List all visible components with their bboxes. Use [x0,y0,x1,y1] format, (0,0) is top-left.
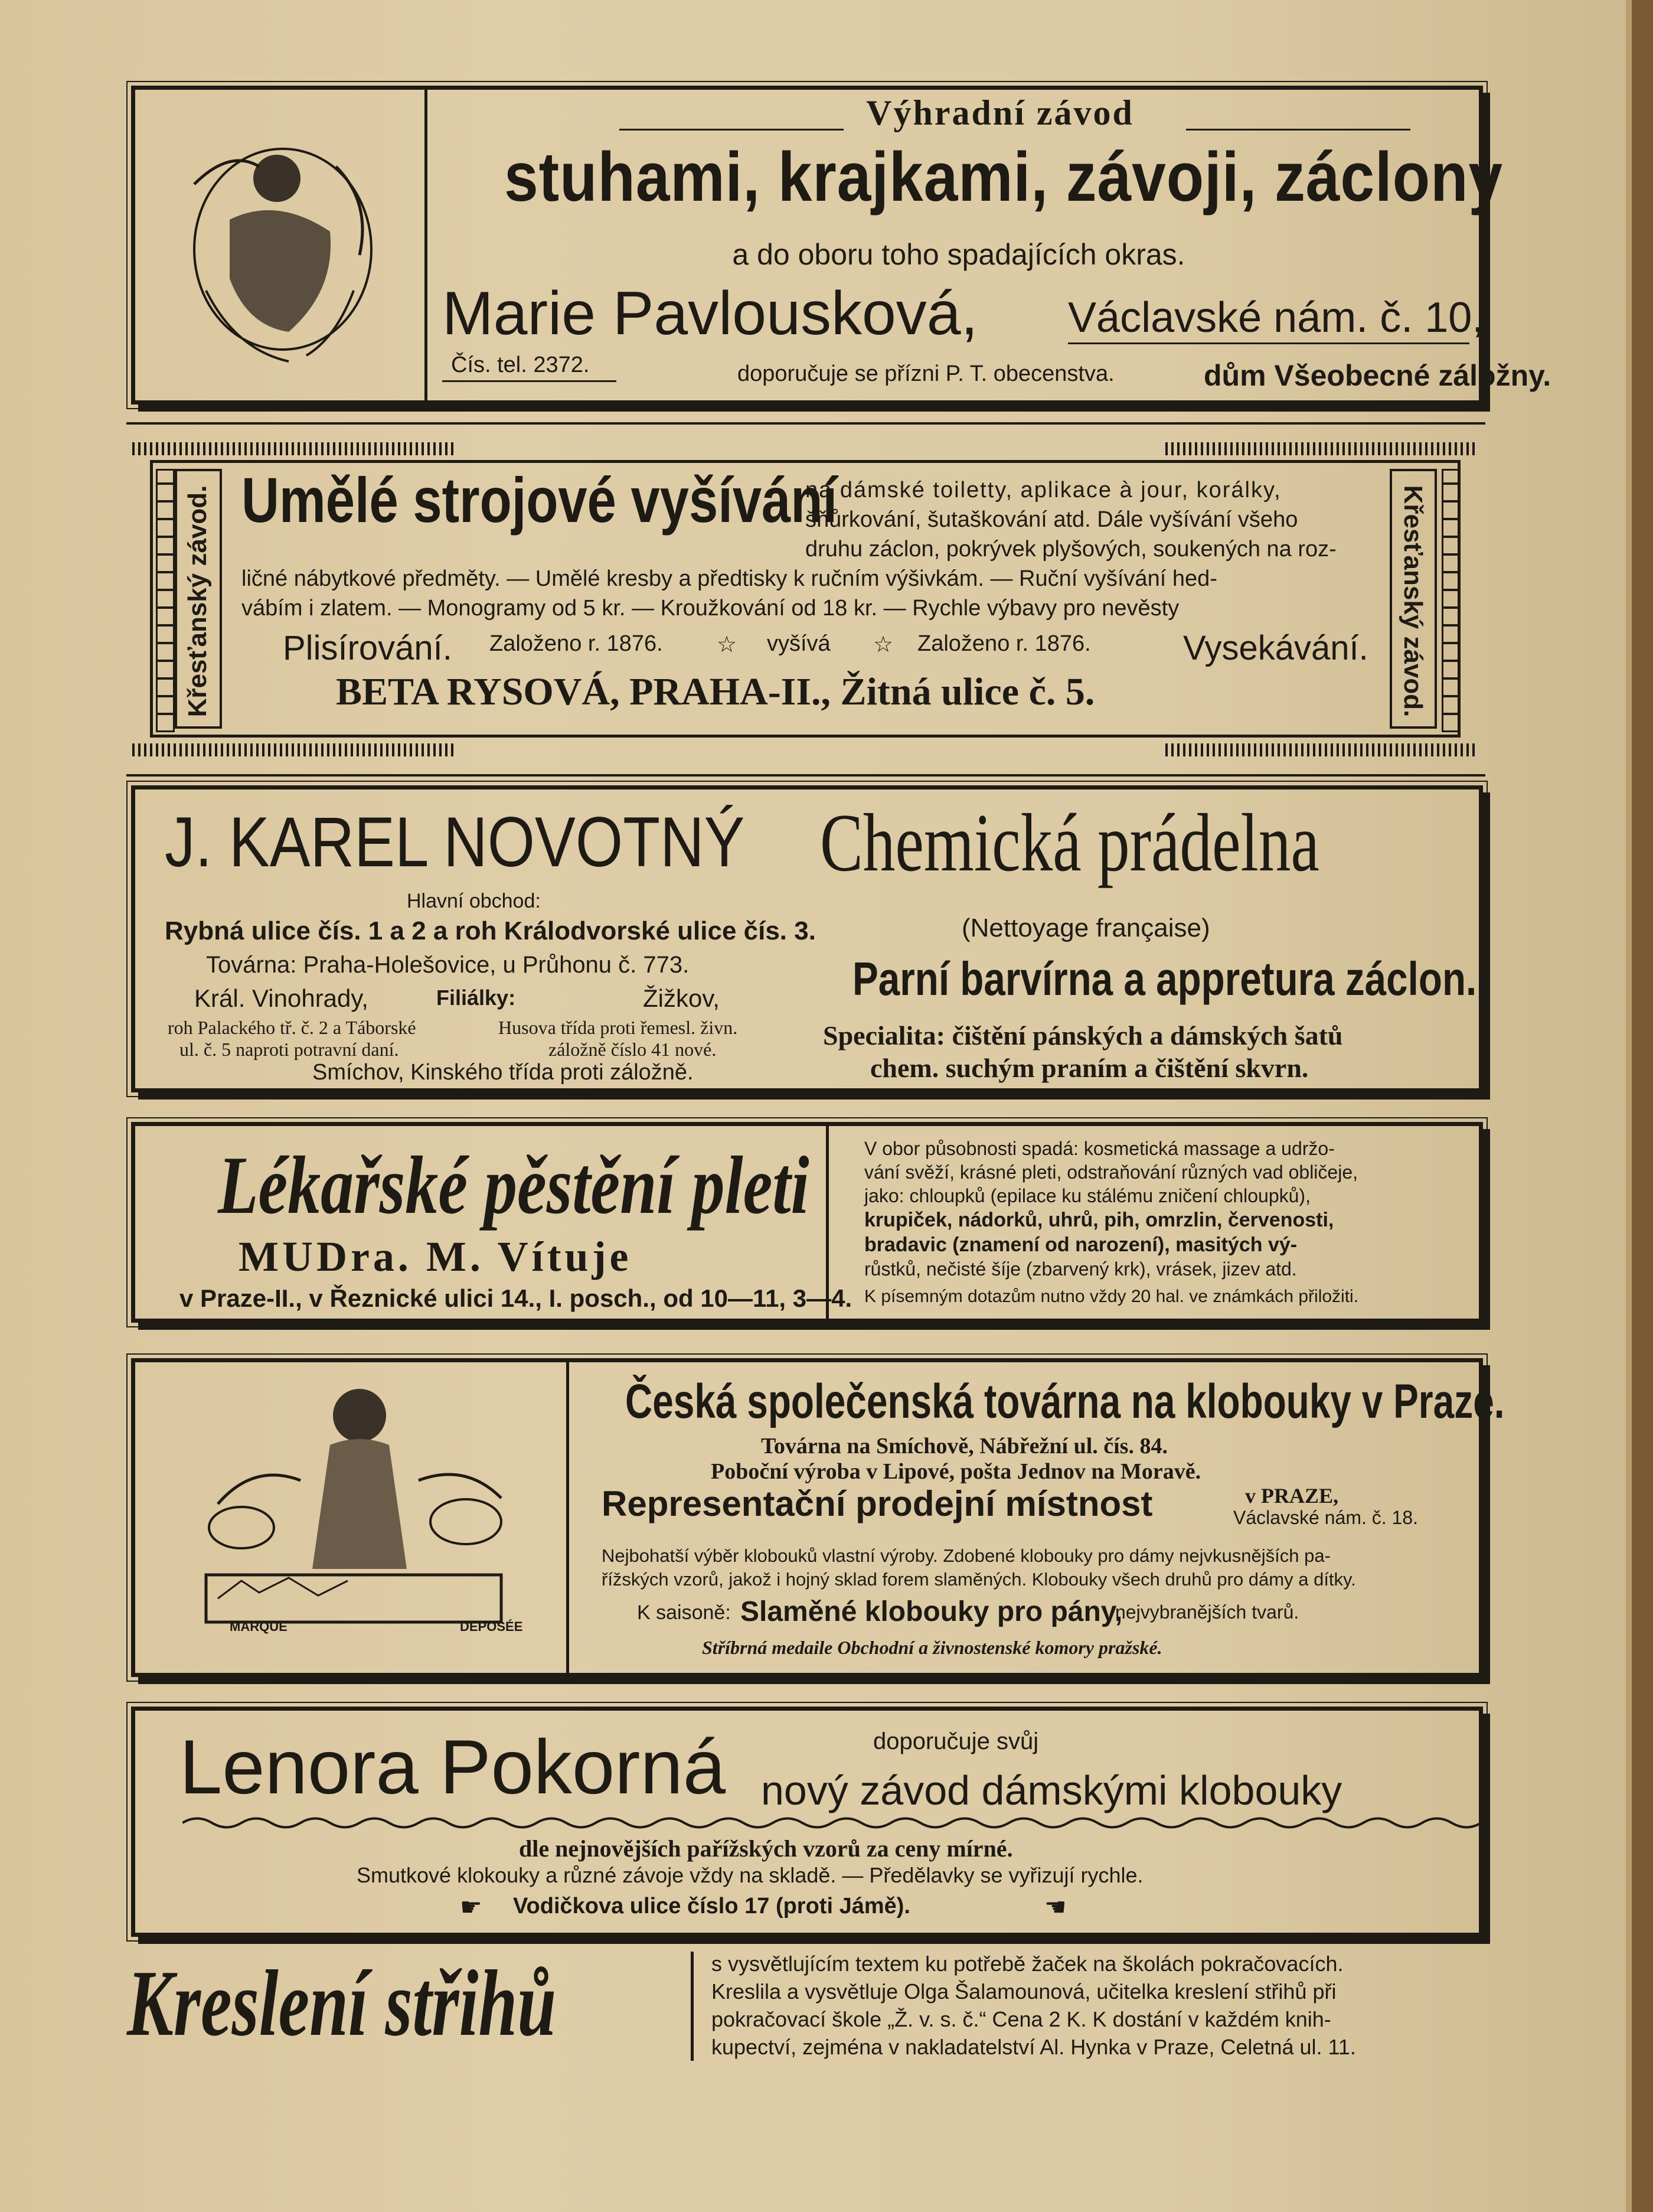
dot-column [1442,469,1461,732]
ad-laundry [131,785,1483,1092]
ad2-line4: ličné nábytkové předměty. — Umělé kresby a předtisky k ručním výšivkám. — Ruční vyšívání hed- [241,566,1217,591]
ad7-line2: Kreslila a vysvětluje Olga Šalamounová, učitelka kreslení střihů při [711,1979,1337,2004]
ad5-para1: Nejbohatší výběr klobouků vlastní výroby. Zdobené klobouky pro dámy nejvkusnějších pa- [602,1545,1331,1566]
ad4-address: v Praze-II., v Řeznické ulici 14., I. posch., od 10—11, 3—4. [179,1284,852,1312]
ad5-season-tail: nejvybranějších tvarů. [1115,1601,1299,1623]
ad5-medal: Stříbrná medaile Obchodní a živnostenské komory pražské. [702,1637,1162,1658]
ad2-star-icon: ☆ [717,632,737,657]
ad3-factory: Továrna: Praha-Holešovice, u Průhonu č. 773. [206,952,690,978]
page-edge [1632,0,1653,2212]
ornament [1165,442,1478,455]
ad2-line3: druhu záclon, pokrývek plyšových, soukených na roz- [805,537,1337,562]
ad1-subtitle: a do oboru toho spadajících okras. [732,238,1185,271]
ad2-founded-1: Založeno r. 1876. [489,631,663,656]
rule [442,380,616,382]
ornament [132,743,457,756]
ad-ribbons [131,86,1551,404]
ad7-title: Kreslení střihů [127,1950,557,2056]
ad1-phone: Čís. tel. 2372. [451,353,590,377]
ad-hat-factory [131,1358,1505,1677]
ad2-founded-2: Založeno r. 1876. [917,631,1091,656]
ad4-doctor: MUDra. M. Vítuje [239,1233,632,1280]
ad5-line1: Továrna na Smíchově, Nábřežní ul. čís. 84. [761,1434,1168,1459]
ad1-name: Marie Pavlousková, [442,279,978,348]
ad5-season-label: K saisoně: [637,1601,731,1624]
ad3-french: (Nettoyage française) [962,913,1210,942]
ad4-text-2: vání svěží, krásné pleti, odstraňování různých vad obličeje, [864,1162,1358,1183]
ad4-text-6: růstků, nečisté šíje (zbarvený krk), vrásek, jizev atd. [864,1258,1297,1280]
ad1-house: dům Všeobecné záložny. [1204,359,1551,392]
ad2-left-word: Plisírování. [283,629,452,667]
ad3-main-shop: Rybná ulice čís. 1 a 2 a roh Králodvorské ulice čís. 3. [165,916,816,945]
ad5-city: v PRAZE, [1245,1484,1339,1508]
side-label-right: Křesťanský závod. [1399,485,1427,717]
ad2-right-word: Vysekávání. [1183,629,1368,667]
ad3-name: J. KAREL NOVOTNÝ [165,802,745,882]
ad4-text-7: K písemným dotazům nutno vždy 20 hal. ve známkách přiložiti. [864,1287,1359,1306]
ad3-smichov: Smíchov, Kinského třída proti záložně. [312,1060,694,1085]
hand-pointer-icon: ☛ [460,1893,482,1921]
ad7-line3: pokračovací škole „Ž. v. s. č.“ Cena 2 K. K dostání v každém knih- [711,2007,1331,2031]
rule [1186,129,1410,130]
ad3-branches-label: Filiálky: [436,986,516,1010]
ad6-shop: nový závod dámskými klobouky [761,1767,1342,1813]
rule [1068,342,1469,344]
ad3-branch-vinohrady: Král. Vinohrady, [194,984,368,1012]
side-label-left: Křesťanský závod. [183,485,212,717]
ad6-line1: dle nejnovějších pařížských vzorů za ceny mírné. [519,1835,1013,1862]
ad-skin-care [131,1122,1483,1323]
ad-pattern-drawing [121,1949,1491,2079]
ad4-title: Lékařské pěstění pleti [218,1140,809,1231]
ad5-shop-addr: Václavské nám. č. 18. [1233,1507,1419,1528]
ad2-line1: na dámské toiletty, aplikace à jour, korálky, [805,478,1282,503]
ad2-firm: BETA RYSOVÁ, PRAHA-II., Žitná ulice č. 5. [336,670,1095,713]
ad5-shop: Representační prodejní místnost [602,1484,1153,1523]
side-box-right [1390,469,1437,729]
ad3-vinohrady-addr2: ul. č. 5 naproti potravní daní. [179,1039,399,1060]
ad1-address: Václavské nám. č. 10, [1068,294,1484,341]
ad3-zizkov-addr2: záložně číslo 41 nové. [548,1039,717,1060]
divider [424,90,427,400]
ad3-zizkov-addr1: Husova třída proti řemesl. živn. [498,1017,738,1038]
ad-embroidery [126,422,1485,777]
side-box-left [175,469,222,729]
ad3-vinohrady-addr1: roh Palackého tř. č. 2 a Táborské [168,1017,416,1038]
divider [566,1362,569,1673]
ad6-address: Vodičkova ulice číslo 17 (proti Jámě). [513,1894,910,1919]
ad2-middle: vyšívá [767,631,831,656]
ornament [132,442,457,455]
divider [691,1952,694,2061]
ad5-marque: MARQUE [230,1619,288,1634]
hand-pointer-icon: ☛ [1044,1893,1067,1921]
lady-with-hats-illustration [171,1374,537,1646]
ad4-text-1: V obor působnosti spadá: kosmetická massage a udržo- [864,1138,1335,1159]
ad3-dye: Parní barvírna a appretura záclon. [852,952,1477,1005]
ad3-spec2: chem. suchým praním a čištění skvrn. [870,1053,1309,1083]
ad-milliner [131,1707,1483,1937]
page-fold [1626,0,1632,2212]
ad3-branch-zizkov: Žižkov, [643,984,720,1012]
ad5-deposee: DEPOSÉE [460,1619,523,1634]
ad1-header: Výhradní závod [866,93,1134,132]
ad5-season: Slaměné klobouky pro pány, [740,1596,1123,1627]
ad2-line2: šňůrkování, šutaškování atd. Dále vyšívání všeho [805,507,1298,532]
ad2-star-icon: ☆ [873,632,894,657]
ad1-recommend: doporučuje se přízni P. T. obecenstva. [737,361,1115,386]
ad4-text-5: bradavic (znamení od narození), masitých vý- [864,1234,1298,1256]
ad4-text-3: jako: chloupků (epilace ku stálému zničení chloupků), [864,1185,1311,1206]
ad1-title: stuhami, krajkami, závoji, záclony [504,138,1504,216]
ad3-main-shop-label: Hlavní obchod: [407,890,541,912]
ad5-line2: Poboční výroba v Lipové, pošta Jednov na Moravě. [711,1459,1201,1484]
ad4-text-4: krupiček, nádorků, uhrů, pih, omrzlin, červenosti, [864,1209,1334,1231]
wavy-rule [182,1814,1481,1832]
ad6-line2: Smutkové klokouky a různé závoje vždy na skladě. — Předělavky se vyřizují rychle. [357,1863,1144,1887]
ad2-title: Umělé strojové vyšívání [241,464,838,536]
ornament [1165,743,1478,756]
ad3-spec1: Specialita: čištění pánských a dámských šatů [823,1020,1343,1050]
ad7-line4: kupectví, zejména v nakladatelství Al. Hynka v Praze, Celetná ul. 11. [711,2035,1356,2059]
ad6-name: Lenora Pokorná [179,1724,726,1810]
ad5-title: Česká společenská továrna na klobouky v Praze. [625,1375,1505,1428]
ad2-line5: vábím i zlatem. — Monogramy od 5 kr. — Kroužkování od 18 kr. — Rychle výbavy pro nevěsty [241,596,1180,621]
ad5-para2: řížských vzorů, jakož i hojný sklad forem slaměných. Klobouky všech druhů pro dámy a dítky. [602,1569,1356,1590]
ad6-recommends: doporučuje svůj [873,1728,1039,1754]
ad3-title: Chemická prádelna [820,797,1319,889]
ad7-line1: s vysvětlujícím textem ku potřebě žaček na školách pokračovacích. [711,1952,1344,1976]
cherub-illustration [159,113,407,373]
dot-column [156,469,175,732]
